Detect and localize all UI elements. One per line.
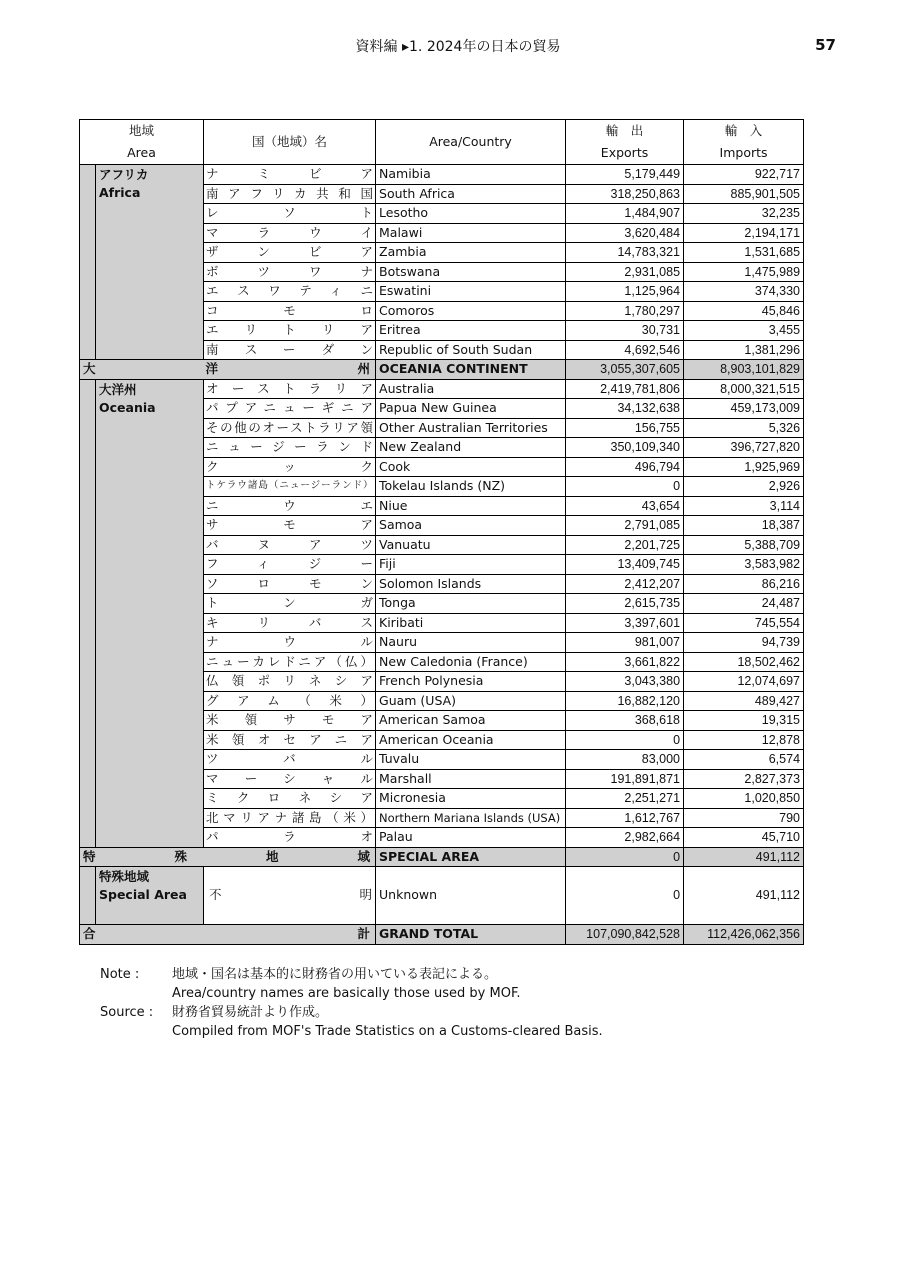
oceania-total-imports: 8,903,101,829	[684, 360, 804, 380]
imports-value: 745,554	[684, 613, 804, 633]
exports-value: 1,484,907	[566, 204, 684, 224]
imports-value: 19,315	[684, 711, 804, 731]
imports-value: 2,827,373	[684, 769, 804, 789]
header-exports-en: Exports	[566, 142, 684, 165]
exports-value: 2,251,271	[566, 789, 684, 809]
country-name-jp: ナミビア	[204, 165, 376, 185]
imports-value: 1,381,296	[684, 340, 804, 360]
special-total-jp-a: 特	[83, 848, 96, 864]
country-name-jp: ニューカレドニア（仏）	[204, 652, 376, 672]
country-name-en: Solomon Islands	[376, 574, 566, 594]
note-en: Area/country names are basically those used by MOF.	[172, 986, 521, 1001]
imports-value: 489,427	[684, 691, 804, 711]
country-name-en: Vanuatu	[376, 535, 566, 555]
oceania-total-jp-a: 大	[83, 361, 96, 376]
header-area-en: Area	[80, 142, 204, 165]
imports-value: 32,235	[684, 204, 804, 224]
country-name-en: Marshall	[376, 769, 566, 789]
country-name-jp: ナウル	[204, 633, 376, 653]
oceania-total-row	[80, 360, 804, 380]
header-country-en: Area/Country	[376, 120, 566, 165]
country-name-jp: グアム（米）	[204, 691, 376, 711]
special-total-imports: 491,112	[684, 847, 804, 867]
imports-value: 45,846	[684, 301, 804, 321]
country-name-en: South Africa	[376, 184, 566, 204]
country-name-en: Micronesia	[376, 789, 566, 809]
exports-value: 5,179,449	[566, 165, 684, 185]
special-area-jp: 特殊地域	[99, 869, 150, 884]
country-name-jp: 南アフリカ共和国	[204, 184, 376, 204]
country-name-jp: エリトリア	[204, 321, 376, 341]
country-name-en: Niue	[376, 496, 566, 516]
header-country-jp: 国（地域）名	[204, 120, 376, 165]
exports-value: 14,783,321	[566, 243, 684, 263]
grand-total-row	[80, 925, 804, 945]
country-name-en: Nauru	[376, 633, 566, 653]
country-name-en: Eswatini	[376, 282, 566, 302]
exports-value: 1,780,297	[566, 301, 684, 321]
imports-value: 6,574	[684, 750, 804, 770]
country-name-en: Republic of South Sudan	[376, 340, 566, 360]
exports-value: 2,931,085	[566, 262, 684, 282]
country-name-en: Botswana	[376, 262, 566, 282]
imports-value: 3,455	[684, 321, 804, 341]
country-name-jp: マーシャル	[204, 769, 376, 789]
imports-value: 45,710	[684, 828, 804, 848]
country-name-jp: オーストラリア	[204, 379, 376, 399]
country-name-en: French Polynesia	[376, 672, 566, 692]
country-name-en: American Oceania	[376, 730, 566, 750]
country-name-jp: その他のオーストラリア領	[204, 418, 376, 438]
exports-value: 981,007	[566, 633, 684, 653]
country-name-jp: バヌアツ	[204, 535, 376, 555]
exports-value: 34,132,638	[566, 399, 684, 419]
country-name-jp: 仏領ポリネシア	[204, 672, 376, 692]
special-total-section	[80, 847, 804, 925]
imports-value: 8,000,321,515	[684, 379, 804, 399]
header-imports-en: Imports	[684, 142, 804, 165]
exports-value: 16,882,120	[566, 691, 684, 711]
imports-value: 12,074,697	[684, 672, 804, 692]
imports-value: 18,387	[684, 516, 804, 536]
imports-value: 1,925,969	[684, 457, 804, 477]
exports-value: 2,419,781,806	[566, 379, 684, 399]
country-name-en: Cook	[376, 457, 566, 477]
country-name-jp: トケラウ諸島（ニュージーランド）	[204, 477, 376, 497]
exports-value: 3,620,484	[566, 223, 684, 243]
exports-value: 83,000	[566, 750, 684, 770]
country-name-en: Australia	[376, 379, 566, 399]
special-total-jp-d: 域	[357, 848, 371, 864]
imports-value: 396,727,820	[684, 438, 804, 458]
source-label: Source :	[100, 1005, 154, 1020]
country-name-en: Palau	[376, 828, 566, 848]
imports-value: 790	[684, 808, 804, 828]
trade-table	[79, 119, 804, 945]
country-name-en: New Zealand	[376, 438, 566, 458]
exports-value: 3,043,380	[566, 672, 684, 692]
imports-value: 3,583,982	[684, 555, 804, 575]
country-name-jp: キリバス	[204, 613, 376, 633]
imports-value: 885,901,505	[684, 184, 804, 204]
country-name-jp: トンガ	[204, 594, 376, 614]
country-name-en: Kiribati	[376, 613, 566, 633]
imports-value: 5,388,709	[684, 535, 804, 555]
exports-value: 2,982,664	[566, 828, 684, 848]
imports-value: 5,326	[684, 418, 804, 438]
imports-value: 18,502,462	[684, 652, 804, 672]
imports-value: 94,739	[684, 633, 804, 653]
exports-value: 3,397,601	[566, 613, 684, 633]
area-name-en: Africa	[99, 185, 141, 200]
exports-value: 2,201,725	[566, 535, 684, 555]
exports-value: 0	[566, 730, 684, 750]
grand-total-exports: 107,090,842,528	[566, 925, 684, 945]
exports-value: 43,654	[566, 496, 684, 516]
special-total-en: SPECIAL AREA	[376, 847, 566, 867]
area-name-cell	[96, 379, 204, 847]
country-name-jp: 米領サモア	[204, 711, 376, 731]
country-name-jp: サモア	[204, 516, 376, 536]
note-jp: 地域・国名は基本的に財務省の用いている表記による。	[172, 967, 498, 982]
area-gutter	[80, 165, 96, 360]
country-name-en: Papua New Guinea	[376, 399, 566, 419]
country-name-jp: 米領オセアニア	[204, 730, 376, 750]
imports-value: 1,020,850	[684, 789, 804, 809]
header-area-jp: 地域	[80, 120, 204, 143]
country-name-jp: ボツワナ	[204, 262, 376, 282]
country-name-en: Samoa	[376, 516, 566, 536]
country-name-jp: ニウエ	[204, 496, 376, 516]
special-country-jp-a: 不	[209, 887, 222, 903]
grand-total-imports: 112,426,062,356	[684, 925, 804, 945]
exports-value: 2,615,735	[566, 594, 684, 614]
imports-value: 24,487	[684, 594, 804, 614]
exports-value: 0	[566, 477, 684, 497]
exports-value: 368,618	[566, 711, 684, 731]
exports-value: 2,791,085	[566, 516, 684, 536]
country-name-en: Guam (USA)	[376, 691, 566, 711]
special-total-jp-c: 地	[266, 848, 279, 864]
grand-total-jp-b: 計	[357, 926, 371, 941]
imports-value: 922,717	[684, 165, 804, 185]
country-name-jp: フィジー	[204, 555, 376, 575]
country-name-en: Namibia	[376, 165, 566, 185]
exports-value: 1,125,964	[566, 282, 684, 302]
exports-value: 350,109,340	[566, 438, 684, 458]
note-label: Note :	[100, 967, 140, 982]
africa-section	[80, 165, 804, 360]
area-name-cell	[96, 165, 204, 360]
country-name-jp: 南スーダン	[204, 340, 376, 360]
country-name-jp: パプアニューギニア	[204, 399, 376, 419]
country-name-en: Zambia	[376, 243, 566, 263]
special-total-exports: 0	[566, 847, 684, 867]
imports-value: 2,194,171	[684, 223, 804, 243]
country-name-jp: ソロモン	[204, 574, 376, 594]
imports-value: 2,926	[684, 477, 804, 497]
imports-value: 459,173,009	[684, 399, 804, 419]
special-country-imports: 491,112	[684, 867, 804, 925]
country-name-jp: エスワティニ	[204, 282, 376, 302]
country-name-jp: ツバル	[204, 750, 376, 770]
area-name-jp: 大洋州	[99, 381, 137, 397]
country-name-jp: クック	[204, 457, 376, 477]
exports-value: 156,755	[566, 418, 684, 438]
country-name-en: Tokelau Islands (NZ)	[376, 477, 566, 497]
grand-total-en: GRAND TOTAL	[376, 925, 566, 945]
table-row	[80, 379, 804, 399]
source-en: Compiled from MOF's Trade Statistics on a Customs-cleared Basis.	[172, 1024, 603, 1039]
area-gutter	[80, 379, 96, 847]
country-name-en: Tonga	[376, 594, 566, 614]
special-row-unknown	[80, 867, 804, 925]
country-name-en: Other Australian Territories	[376, 418, 566, 438]
oceania-total-en: OCEANIA CONTINENT	[376, 360, 566, 380]
country-name-jp: マラウイ	[204, 223, 376, 243]
exports-value: 191,891,871	[566, 769, 684, 789]
grand-total-section	[80, 925, 804, 945]
area-name-en: Oceania	[99, 399, 156, 415]
imports-value: 3,114	[684, 496, 804, 516]
oceania-total-exports: 3,055,307,605	[566, 360, 684, 380]
country-name-jp: パラオ	[204, 828, 376, 848]
country-name-en: New Caledonia (France)	[376, 652, 566, 672]
country-name-jp: 北マリアナ諸島（米）	[204, 808, 376, 828]
country-name-en: American Samoa	[376, 711, 566, 731]
header-imports-jp: 輸 入	[684, 120, 804, 143]
oceania-total-jp-b: 洋	[205, 361, 219, 376]
special-country-en: Unknown	[376, 867, 566, 925]
special-total-jp-b: 殊	[174, 848, 188, 864]
source-jp: 財務省貿易統計より作成。	[172, 1005, 329, 1020]
exports-value: 30,731	[566, 321, 684, 341]
country-name-jp: ザンビア	[204, 243, 376, 263]
header-exports-jp: 輸 出	[566, 120, 684, 143]
special-total-row	[80, 847, 804, 867]
imports-value: 1,475,989	[684, 262, 804, 282]
exports-value: 318,250,863	[566, 184, 684, 204]
country-name-en: Malawi	[376, 223, 566, 243]
imports-value: 86,216	[684, 574, 804, 594]
oceania-total-jp-c: 州	[357, 361, 371, 376]
country-name-jp: ニュージーランド	[204, 438, 376, 458]
country-name-en: Tuvalu	[376, 750, 566, 770]
country-name-en: Eritrea	[376, 321, 566, 341]
imports-value: 12,878	[684, 730, 804, 750]
exports-value: 4,692,546	[566, 340, 684, 360]
oceania-total-section	[80, 360, 804, 380]
special-country-exports: 0	[566, 867, 684, 925]
exports-value: 3,661,822	[566, 652, 684, 672]
imports-value: 1,531,685	[684, 243, 804, 263]
oceania-section	[80, 379, 804, 847]
notes-block	[100, 965, 603, 1041]
grand-total-jp-a: 合	[83, 926, 96, 941]
country-name-jp: ミクロネシア	[204, 789, 376, 809]
exports-value: 13,409,745	[566, 555, 684, 575]
country-name-en: Lesotho	[376, 204, 566, 224]
imports-value: 374,330	[684, 282, 804, 302]
country-name-jp: コモロ	[204, 301, 376, 321]
exports-value: 2,412,207	[566, 574, 684, 594]
special-country-jp-b: 明	[359, 887, 373, 903]
exports-value: 1,612,767	[566, 808, 684, 828]
country-name-en: Fiji	[376, 555, 566, 575]
table-row	[80, 165, 804, 185]
page-header-title: 資料編 ▸1. 2024年の日本の貿易	[355, 39, 561, 55]
special-area-en: Special Area	[99, 887, 187, 902]
country-name-en: Northern Mariana Islands (USA)	[376, 808, 566, 828]
exports-value: 496,794	[566, 457, 684, 477]
page-number: 57	[815, 36, 836, 54]
country-name-en: Comoros	[376, 301, 566, 321]
country-name-jp: レソト	[204, 204, 376, 224]
area-name-jp: アフリカ	[99, 167, 149, 182]
